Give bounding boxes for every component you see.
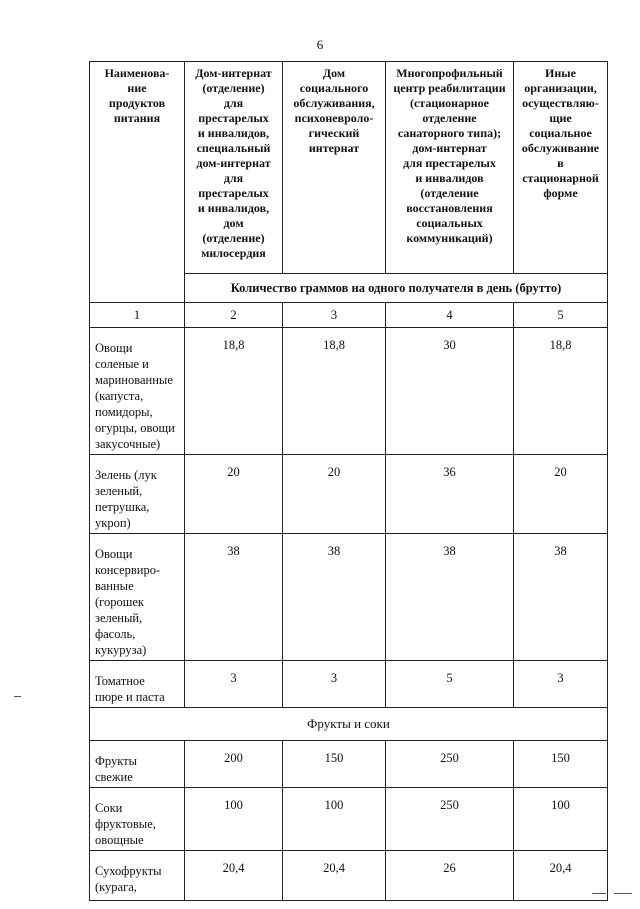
product-name: Фрукты свежие [90, 741, 185, 788]
amount-cell: 30 [386, 328, 514, 455]
scan-mark [14, 696, 21, 697]
amount-cell: 38 [283, 534, 386, 661]
food-norms-table [89, 61, 608, 901]
section-title-fruits: Фрукты и соки [90, 708, 608, 741]
amount-cell: 18,8 [514, 328, 608, 455]
scan-mark [614, 893, 632, 894]
table-row [90, 851, 608, 901]
amount-cell: 38 [185, 534, 283, 661]
amount-cell: 100 [514, 788, 608, 851]
fruits-group [90, 741, 608, 901]
table-row [90, 788, 608, 851]
amount-cell: 150 [514, 741, 608, 788]
amount-cell: 3 [514, 661, 608, 708]
amount-cell: 200 [185, 741, 283, 788]
column-numbers-row [90, 303, 608, 328]
amount-cell: 26 [386, 851, 514, 901]
amount-cell: 18,8 [283, 328, 386, 455]
amount-cell: 3 [185, 661, 283, 708]
product-name: Томатное пюре и паста [90, 661, 185, 708]
product-name: Сухофрукты (курага, [90, 851, 185, 901]
header-col-3: Дом социального обслуживания, психоневроло- гический интернат [283, 62, 386, 274]
table-row [90, 328, 608, 455]
product-name: Зелень (лук зеленый, петрушка, укроп) [90, 455, 185, 534]
amount-cell: 100 [185, 788, 283, 851]
amount-cell: 20 [185, 455, 283, 534]
amount-cell: 38 [514, 534, 608, 661]
table-row [90, 534, 608, 661]
product-name: Овощи соленые и маринованные (капуста, помидоры, огурцы, овощи закусочные) [90, 328, 185, 455]
amount-cell: 250 [386, 741, 514, 788]
amount-cell: 20 [514, 455, 608, 534]
column-number: 1 [90, 303, 185, 328]
amount-cell: 38 [386, 534, 514, 661]
amount-cell: 20,4 [283, 851, 386, 901]
table-row [90, 455, 608, 534]
product-name: Овощи консервиро- ванные (горошек зеленый, фасоль, кукуруза) [90, 534, 185, 661]
header-col-5: Иные организации, осуществляю- щие социальное обслуживание в стационарной форме [514, 62, 608, 274]
header-row [90, 62, 608, 274]
column-number: 5 [514, 303, 608, 328]
amount-cell: 20,4 [514, 851, 608, 901]
vegetables-group [90, 328, 608, 708]
amount-cell: 36 [386, 455, 514, 534]
header-product-name: Наименова- ние продуктов питания [90, 62, 185, 303]
amount-cell: 250 [386, 788, 514, 851]
amount-cell: 5 [386, 661, 514, 708]
amount-cell: 20,4 [185, 851, 283, 901]
section-row [90, 708, 608, 741]
quantity-label: Количество граммов на одного получателя в день (брутто) [185, 274, 608, 303]
amount-cell: 3 [283, 661, 386, 708]
table-row [90, 741, 608, 788]
page-number: 6 [316, 37, 324, 52]
amount-cell: 20 [283, 455, 386, 534]
amount-cell: 100 [283, 788, 386, 851]
table-row [90, 661, 608, 708]
product-name: Соки фруктовые, овощные [90, 788, 185, 851]
scan-mark [592, 893, 606, 894]
amount-cell: 150 [283, 741, 386, 788]
amount-cell: 18,8 [185, 328, 283, 455]
column-number: 4 [386, 303, 514, 328]
column-number: 2 [185, 303, 283, 328]
column-number: 3 [283, 303, 386, 328]
header-col-2: Дом-интернат (отделение) для престарелых и инвалидов, специальный дом-интернат для престарелых и инвалидов, дом (отделение) милосердия [185, 62, 283, 274]
header-col-4: Многопрофильный центр реабилитации (стационарное отделение санаторного типа); дом-интернат для престарелых и инвалидов (отделение восстановления социальных коммуникаций) [386, 62, 514, 274]
